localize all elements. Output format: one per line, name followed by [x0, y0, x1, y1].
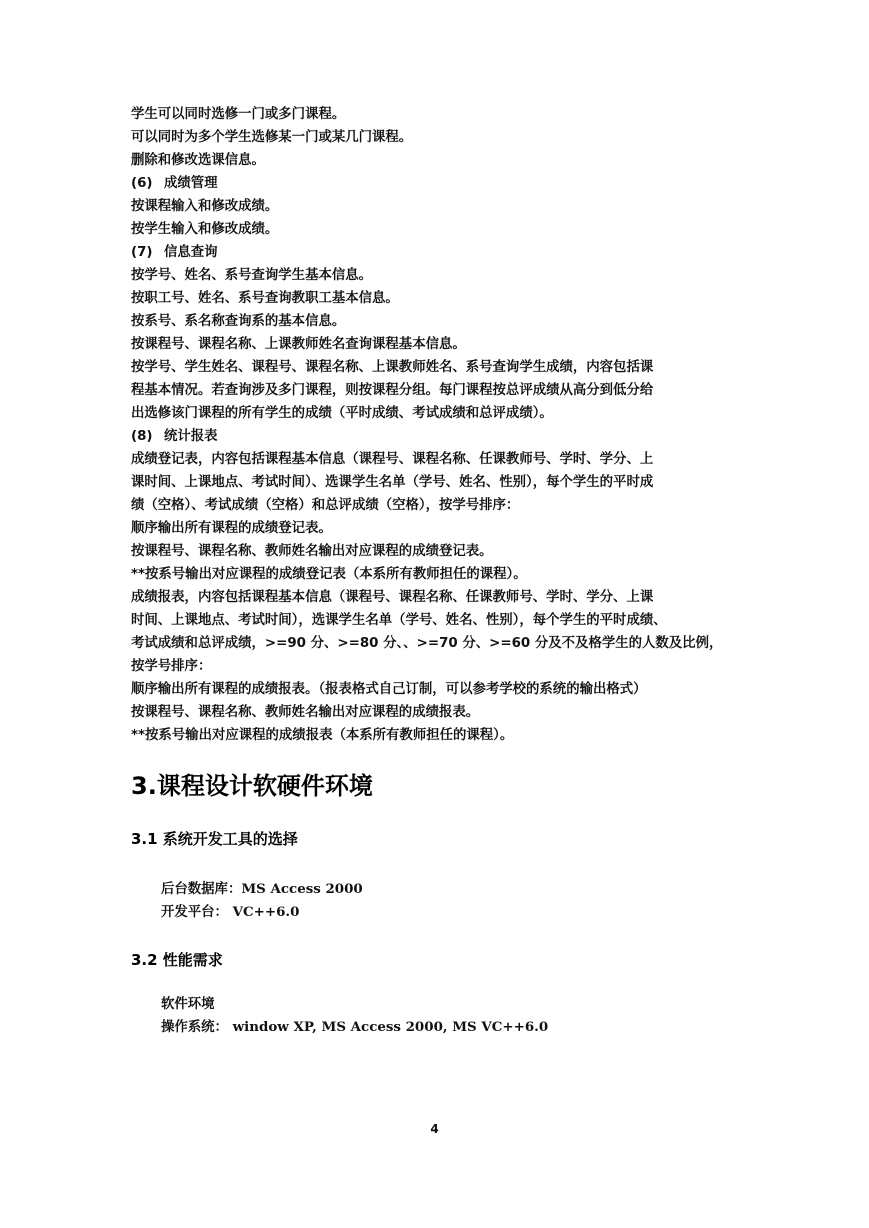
dev-tools-block — [131, 878, 741, 924]
section-3-1-heading: 3.1 系统开发工具的选择 — [131, 830, 298, 848]
body-line: 按课程号、课程名称、上课教师姓名查询课程基本信息。 — [131, 337, 466, 352]
section-title: 成绩管理 — [164, 176, 218, 191]
database-line: 后台数据库：MS Access 2000 — [161, 881, 363, 897]
body-line: 程基本情况。若查询涉及多门课程，则按课程分组。每门课程按总评成绩从高分到低分给 — [131, 383, 654, 398]
platform-line: 开发平台： VC++6.0 — [161, 904, 300, 920]
body-line: 顺序输出所有课程的成绩报表。（报表格式自己订制，可以参考学校的系统的输出格式） — [131, 682, 647, 697]
section-6-heading — [131, 172, 741, 195]
body-line: 时间、上课地点、考试时间），选课学生名单（学号、姓名、性别），每个学生的平时成绩、 — [131, 613, 667, 628]
section-8-heading — [131, 425, 741, 448]
body-line: 按学号、姓名、系号查询学生基本信息。 — [131, 268, 373, 283]
body-line: 按课程号、课程名称、教师姓名输出对应课程的成绩报表。 — [131, 705, 480, 720]
body-line: 成绩登记表，内容包括课程基本信息（课程号、课程名称、任课教师号、学时、学分、上 — [131, 452, 654, 467]
performance-block — [131, 993, 741, 1039]
body-line: 按课程输入和修改成绩。 — [131, 199, 279, 214]
body-line: 按职工号、姓名、系号查询教职工基本信息。 — [131, 291, 399, 306]
body-line: 课时间、上课地点、考试时间）、选课学生名单（学号、姓名、性别），每个学生的平时成 — [131, 475, 654, 490]
body-line: 按学号排序： — [131, 659, 212, 674]
body-line: **按系号输出对应课程的成绩登记表（本系所有教师担任的课程）。 — [131, 567, 527, 582]
section-number: (7) — [131, 245, 153, 260]
body-line: 按学号、学生姓名、课程号、课程名称、上课教师姓名、系号查询学生成绩，内容包括课 — [131, 360, 654, 375]
body-line: 考试成绩和总评成绩，>=90 分、>=80 分、、>=70 分、>=60 分及不及格学生的人数及比例， — [131, 636, 723, 651]
body-line: 出选修该门课程的所有学生的成绩（平时成绩、考试成绩和总评成绩）。 — [131, 406, 553, 421]
page-number: 4 — [430, 1122, 439, 1136]
os-line: 操作系统： window XP, MS Access 2000, MS VC++6.0 — [161, 1019, 549, 1035]
body-line: 顺序输出所有课程的成绩登记表。 — [131, 521, 332, 536]
section-number: (8) — [131, 429, 153, 444]
chapter-3-heading: 3.课程设计软硬件环境 — [131, 772, 373, 800]
section-number: (6) — [131, 176, 153, 191]
body-line: 按课程号、课程名称、教师姓名输出对应课程的成绩登记表。 — [131, 544, 493, 559]
body-line: 删除和修改选课信息。 — [131, 153, 265, 168]
body-line: 按系号、系名称查询系的基本信息。 — [131, 314, 346, 329]
page-content — [131, 103, 741, 1039]
section-7-heading — [131, 241, 741, 264]
section-title: 统计报表 — [164, 429, 218, 444]
body-line: 学生可以同时选修一门或多门课程。 — [131, 107, 346, 122]
body-line: 绩（空格）、考试成绩（空格）和总评成绩（空格），按学号排序： — [131, 498, 520, 513]
body-line: 可以同时为多个学生选修某一门或某几门课程。 — [131, 130, 413, 145]
section-title: 信息查询 — [164, 245, 218, 260]
section-3-2-heading: 3.2 性能需求 — [131, 951, 223, 969]
software-env-line: 软件环境 — [161, 996, 215, 1012]
body-line: **按系号输出对应课程的成绩报表（本系所有教师担任的课程）。 — [131, 728, 514, 743]
body-line: 成绩报表，内容包括课程基本信息（课程号、课程名称、任课教师号、学时、学分、上课 — [131, 590, 654, 605]
body-line: 按学生输入和修改成绩。 — [131, 222, 279, 237]
